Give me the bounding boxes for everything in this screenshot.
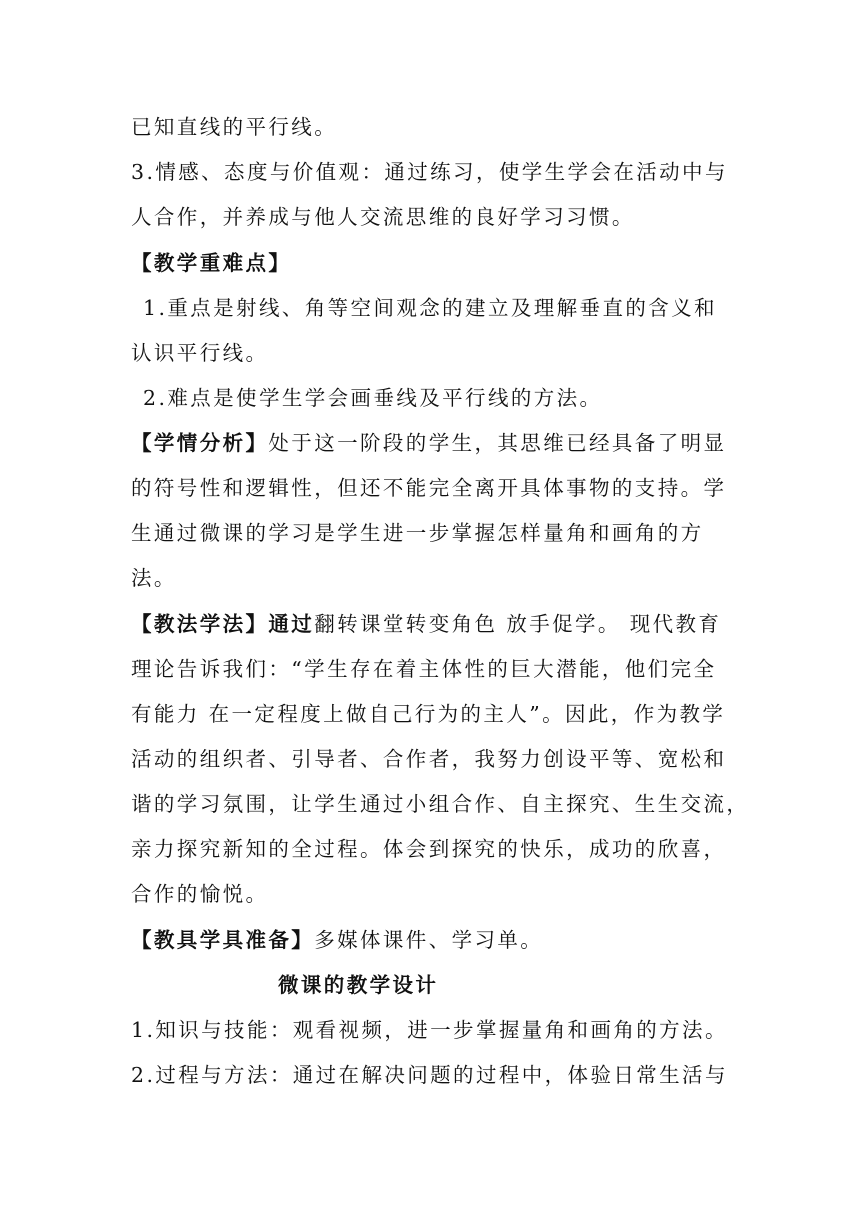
text-line: 活动的组织者、引导者、合作者，我努力创设平等、宽松和 [131,747,727,771]
text-run: 多媒体课件、学习单。 [314,928,544,952]
section-heading: 【教学重难点】 [131,251,292,275]
text-line: 2.过程与方法：通过在解决问题的过程中，体验日常生活与 [131,1063,728,1087]
paragraph-line [131,610,731,638]
section-heading: 【学情分析】 [131,431,269,455]
text-line: 亲力探究新知的全过程。体会到探究的快乐，成功的欣喜， [131,837,727,861]
text-line: 人合作，并养成与他人交流思维的良好学习习惯。 [131,205,635,229]
text-line: 3.情感、态度与价值观：通过练习，使学生学会在活动中与 [131,160,728,184]
text-line: 生通过微课的学习是学生进一步掌握怎样量角和画角的方 [131,521,704,545]
text-line: 的符号性和逻辑性，但还不能完全离开具体事物的支持。学 [131,476,727,500]
text-line: 法。 [131,566,177,590]
section-heading: 【教法学法】通过 [131,612,315,636]
text-line: 1.知识与技能：观看视频，进一步掌握量角和画角的方法。 [131,1018,728,1042]
text-line: 1.重点是射线、角等空间观念的建立及理解垂直的含义和 [143,296,717,320]
section-heading: 【教具学具准备】 [131,928,315,952]
text-line: 认识平行线。 [131,341,269,365]
text-line: 已知直线的平行线。 [131,115,338,139]
text-line: 合作的愉悦。 [131,882,269,906]
section-title: 微课的教学设计 [278,973,439,997]
text-line: 有能力 在一定程度上做自己行为的主人”。因此，作为教学 [131,702,726,726]
paragraph-line [131,429,731,457]
text-line: 谐的学习氛围，让学生通过小组合作、自主探究、生生交流， [131,792,750,816]
text-run: 处于这一阶段的学生，其思维已经具备了明显 [268,431,727,455]
paragraph-line [131,926,731,954]
text-line: 2.难点是使学生学会画垂线及平行线的方法。 [143,386,603,410]
text-line: 理论告诉我们：“学生存在着主体性的巨大潜能，他们完全 [131,657,717,681]
text-run: 翻转课堂转变角色 放手促学。 现代教育 [314,612,722,636]
